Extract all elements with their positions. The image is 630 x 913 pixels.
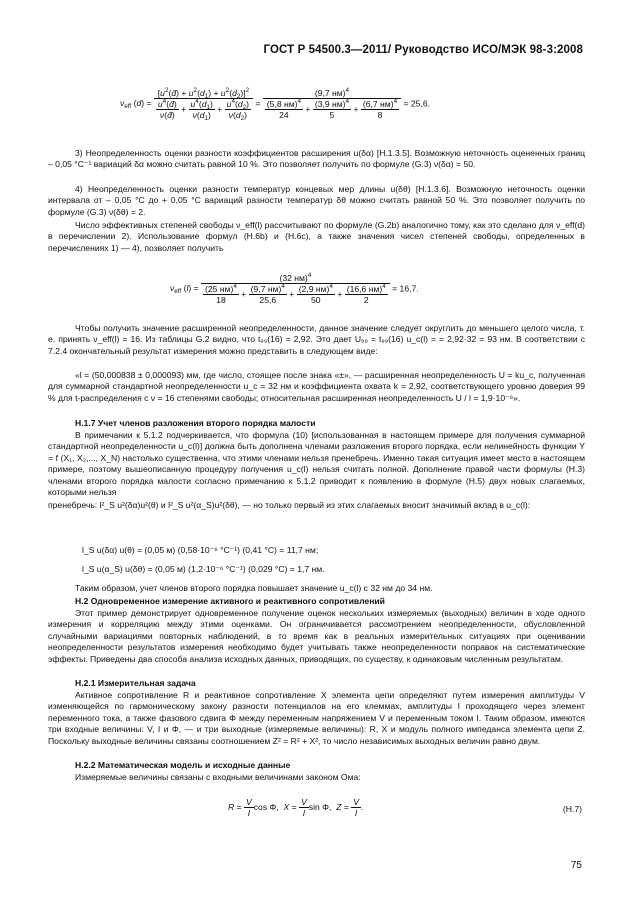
running-header: ГОСТ Р 54500.3—2011/ Руководство ИСО/МЭК 98-3:2008 <box>263 44 583 56</box>
equation-number: (H.7) <box>562 804 582 814</box>
paragraph-item-3: 3) Неопределенность оценки разности коэффициентов расширения u(δα) [H.1.3.5]. Возможную неточность оцененных границ – 0,05 °C⁻¹ вариаций δα можно считать равной 10 %. Это позволяет получить по формуле (G.3) ν(δα) = 50. <box>48 148 585 170</box>
paragraph-simultaneous-measurement: Этот пример демонстрирует одновременное получение оценок нескольких измеряемых (выходных) величин в ходе одного измерения и корреляцию между этими оценками. Он ограничивается рассмотрением неопределенности, обусловленной случайными вариациями повторных наблюдений, в то время как в реальных измерительных ситуациях при оценивании неопределенности результатов измерения необходимо будет учитывать также неопределенности поправок на систематические эффекты. Приведены два способа анализа исходных данных, приводящих, по существу, к одинаковым численным результатам. <box>48 608 585 664</box>
eq2-result: = 16,7. <box>392 283 419 294</box>
page-number: 75 <box>570 860 582 871</box>
paragraph-effective-dof: Число эффективных степеней свободы ν_eff(l) рассчитывают по формуле (G.2b) аналогично тому, как это сделано для ν_eff(d) в перечислении 2). Использование формул (H.6b) и (H.6c), а также значения чисел степеней свободы, определенных в перечислениях 1) — 4), позволяет получить <box>48 220 585 253</box>
equation-ohm: R = $\frac{V}{I}$ cos Φ, X = $\frac{V}{I}$ sin Φ, Z = $\frac{V}{I}$ . <box>228 797 364 818</box>
heading-h-2: H.2 Одновременное измерение активного и реактивного сопротивлений <box>75 596 385 606</box>
paragraph-second-order-terms: пренебречь: l²_S u²(δα)u²(θ) и l²_S u²(α_S)u²(δθ), — но только первый из этих слагаемых вносит значимый вклад в u_c(l): <box>48 500 531 510</box>
heading-h-2-2: H.2.2 Математическая модель и исходные данные <box>75 760 291 770</box>
calc-line-1: l_S u(δα) u(θ) = (0,05 м) (0,58·10⁻⁶ °C⁻¹) (0,41 °C) = 11,7 нм; <box>82 545 319 555</box>
paragraph-second-order: В примечании к 5.1.2 подчеркивается, что формула (10) [использованная в настоящем примере для получения суммарной стандартной неопределенности u_c(l)] должна быть дополнена членами разложения второго порядка, если нелинейность функции Y = f (X₁, X₂,..., X_N) настолько существенна, что этими членами нельзя пренебречь. Именно такая ситуация имеет место в настоящем примере, поэтому вышеописанную процедуру получения u_c(l) нельзя считать полной. Дополнение правой части формулы (H.3) членами второго порядка малости согласно примечанию к 5.1.2 приводит к появлению в формуле (H.5) двух новых слагаемых, которыми нельзя <box>48 430 585 498</box>
paragraph-expanded-uncertainty: Чтобы получить значение расширенной неопределенности, данное значение следует округлить до меньшего целого числа, т. е. принять ν_eff(l) = 16. Из таблицы G.2 видно, что t₉₉(16) = 2,92. Это дает U₉₉ = t₉₉(16) u_c(l) = = 2,92·32 = 93 нм. В соответствии с 7.2.4 окончательный результат измерения можно представить в следующем виде: <box>48 323 585 356</box>
paragraph-ohm-law: Измеряемые величины связаны с входными величинами законом Ома: <box>75 772 361 782</box>
equation-nu-eff-l: $\nu_{eff}$ (l) = (32 нм)$^4$ $\frac{(25 нм)^4}{18}$ + $\frac{(9,7 нм)^4}{25,6}$ + $\frac{(2,9 нм)^4}{50}$ + $\frac{(16,6 нм)^4}{2}$ = 16,7. <box>170 272 419 305</box>
calc-line-2: l_S u(α_S) u(δθ) = (0,05 м) (1,2·10⁻⁶ °C⁻¹) (0,029 °C) = 1,7 нм. <box>82 564 325 574</box>
paragraph-item-4: 4) Неопределенность оценки разности температур концевых мер длины u(δθ) [H.1.3.6]. Возможную неточность оценки интервала от – 0,05 °C до + 0,05 °C вариаций разности температур δθ можно считать равной 50 %. Это позволяет получить по формуле (G.3) ν(δθ) = 2. <box>48 184 585 217</box>
eq1-result: = 25,6. <box>403 98 431 109</box>
paragraph-measurement-task: Активное сопротивление R и реактивное сопротивление X элемента цепи определяют путем измерения амплитуды V изменяющейся по гармоническому закону разности потенциалов на его клеммах, амплитуды I проходящего через элемент переменного тока, а также фазового сдвига Φ между переменным напряжением V и переменным током I. Таким образом, имеются три входные величины: V, I и Φ, — и три выходные (измеряемые величины): R, X и модуль полного импеданса элемента цепи Z. Поскольку выходные величины связаны соотношением Z² = R² + X², то число независимых выходных величин равно двум. <box>48 690 585 746</box>
heading-h-2-1: H.2.1 Измерительная задача <box>75 678 196 688</box>
paragraph-second-order-result: Таким образом, учет членов второго порядка повышает значение u_c(l) с 32 нм до 34 нм. <box>75 583 433 593</box>
equation-nu-eff-d: $\nu_{eff}$ (d) = $[u^2(d̄) + u^2(d_1) + u^2(d_2)]^2$ $\frac{u^4(d̄)}{\nu(d̄)}$ + $\frac{u^4(d_1)}{\nu(d_1)}$ + $\frac{u^4(d_2)}{\nu(d_2)}$ = (9,7 нм)$^4$ $\frac{(5,8 нм)^4}{24}$ + $\frac{(3,9 нм)^4}{5}$ + $\frac{(6,7 нм)^4}{8}$ = 25,6. <box>120 87 431 122</box>
paragraph-final-result: «l = (50,000838 ± 0,000093) мм, где число, стоящее после знака «±», — расширенная неопределенность U = ku_c, полученная для суммарной стандартной неопределенности u_c = 32 нм и коэффициента охвата k = 2,92, соответствующего уровню доверия 99 % для t-распределения с ν = 16 степенями свободы; относительная расширенная неопределенность U / l = 1,9·10⁻⁶». <box>48 370 585 403</box>
heading-h-1-7: H.1.7 Учет членов разложения второго порядка малости <box>75 418 316 428</box>
